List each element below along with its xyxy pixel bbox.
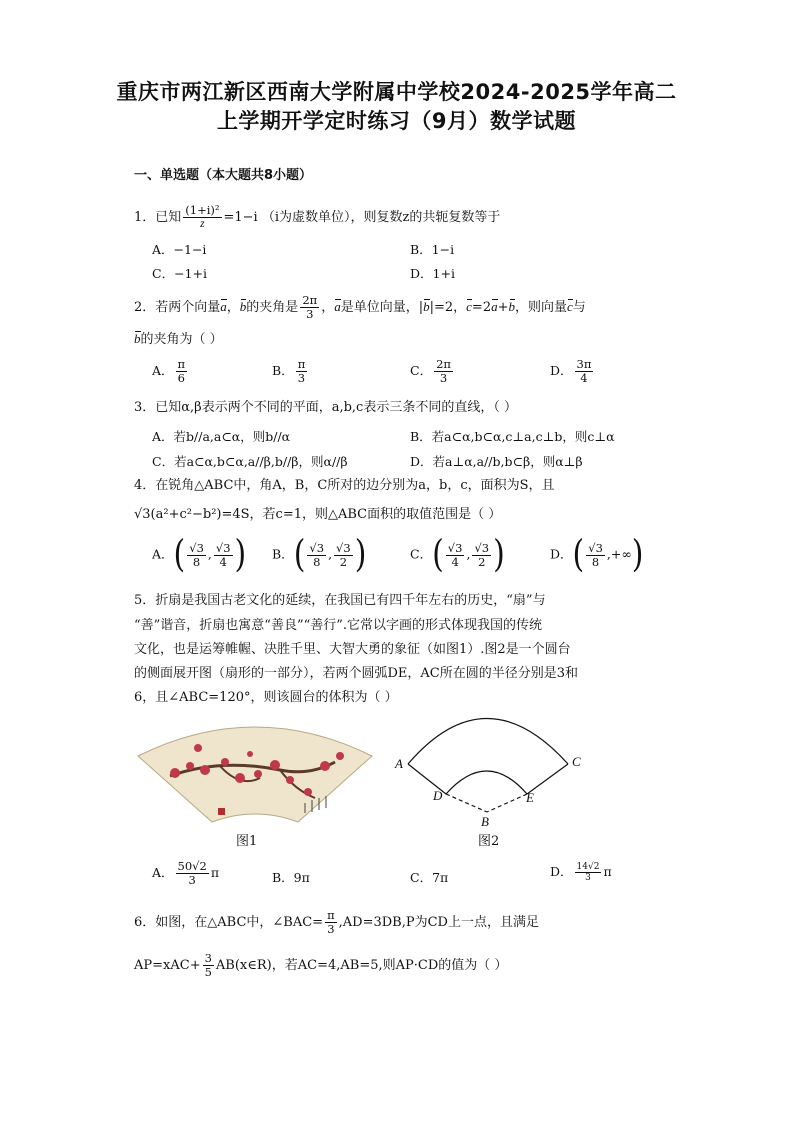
q1-option-b: B．1−i	[410, 242, 455, 257]
question-1-stem: 1．已知 $\frac{\text{(1+i)²}}{z}$ =1−i （i为虚数单位），则复数z的共轭复数等于	[134, 203, 501, 230]
question-4-stem: 4．在锐角△ABC中，角A，B，C所对的边分别为a，b，c，面积为S，且	[134, 478, 555, 493]
q4-option-d: D．( $\frac{√3}{8}$ ,+∞)	[550, 532, 644, 577]
q5-option-c: C．7π	[410, 870, 449, 885]
q3-option-c: C．若a⊂α,b⊂α,a//β,b//β，则α//β	[152, 454, 348, 469]
q4-option-c: C．( $\frac{√3}{4}$ , $\frac{√3}{2}$ )	[410, 532, 505, 577]
sector-diagram	[390, 708, 590, 826]
question-3-stem: 3．已知α,β表示两个不同的平面，a,b,c表示三条不同的直线，（ ）	[134, 400, 517, 415]
point-c-label: C	[572, 754, 581, 769]
q1-option-c: C．−1+i	[152, 266, 207, 281]
question-2-line2: b的夹角为（ ）	[134, 331, 223, 347]
question-5-line5: 6，且∠ABC=120°，则该圆台的体积为（ ）	[134, 690, 398, 705]
q2-option-c: C． $\frac{2\pi}{3}$	[410, 357, 451, 385]
figure-2-caption: 图2	[478, 834, 500, 849]
q5-option-a: A． $\frac{50√2}{3}$ π	[152, 859, 220, 887]
q4-option-a: A．( $\frac{√3}{8}$ , $\frac{√3}{4}$ )	[152, 532, 247, 577]
q5-option-b: B．9π	[272, 870, 310, 885]
fan-painting-image	[130, 718, 380, 828]
figure-1-caption: 图1	[236, 834, 258, 849]
question-6-line1: 6．如图，在△ABC中，∠BAC= $\frac{\pi}{3}$ ,AD=3DB,P为CD上一点，且满足	[134, 908, 539, 936]
q1-option-a: A．−1−i	[152, 242, 207, 257]
q4-option-b: B．( $\frac{√3}{8}$ , $\frac{√3}{2}$ )	[272, 532, 367, 577]
question-5-line1: 5．折扇是我国古老文化的延续，在我国已有四千年左右的历史，“扇”与	[134, 593, 546, 608]
point-e-label: E	[526, 790, 534, 805]
q2-option-d: D． $\frac{3\pi}{4}$	[550, 357, 592, 385]
question-4-line2: √3(a²+c²−b²)=4S，若c=1，则△ABC面积的取值范围是（ ）	[134, 507, 502, 522]
question-2-stem: 2．若两个向量a，b的夹角是 $\frac{2\pi}{3}$ ，a是单位向量，|b|=2，c=2a+b，则向量c与	[134, 293, 586, 321]
page-title-line1: 重庆市两江新区西南大学附属中学校2024-2025学年高二	[116, 80, 677, 104]
q5-option-d: D． $\frac{14√2}{3}$ π	[550, 862, 612, 883]
point-b-label: B	[481, 814, 489, 829]
point-d-label: D	[433, 788, 443, 803]
q3-option-a: A．若b//a,a⊂α，则b//α	[152, 429, 291, 444]
question-5-line4: 的侧面展开图（扇形的一部分），若两个圆弧DE，AC所在圆的半径分别是3和	[134, 666, 579, 681]
q2-option-b: B． $\frac{\pi}{3}$	[272, 357, 306, 385]
question-5-line2: “善”谐音，折扇也寓意“善良”“善行”.它常以字画的形式体现我国的传统	[134, 618, 543, 633]
q3-option-d: D．若a⊥α,a//b,b⊂β，则α⊥β	[410, 454, 583, 469]
q3-option-b: B．若a⊂α,b⊂α,c⊥a,c⊥b，则c⊥α	[410, 429, 615, 444]
question-6-line2: AP=xAC+ $\frac{3}{5}$ AB(x∈R)，若AC=4,AB=5,则AP·CD的值为（ ）	[134, 951, 508, 979]
point-a-label: A	[395, 756, 403, 771]
section-heading: 一、单选题（本大题共8小题）	[134, 168, 313, 183]
q1-fraction: $\frac{\text{(1+i)²}}{z}$	[185, 203, 220, 230]
q2-option-a: A． $\frac{\pi}{6}$	[152, 357, 186, 385]
page-title-line2: 上学期开学定时练习（9月）数学试题	[216, 109, 577, 133]
question-5-line3: 文化，也是运筹帷幄、决胜千里、大智大勇的象征（如图1）.图2是一个圆台	[134, 642, 571, 657]
q1-option-d: D．1+i	[410, 266, 455, 281]
